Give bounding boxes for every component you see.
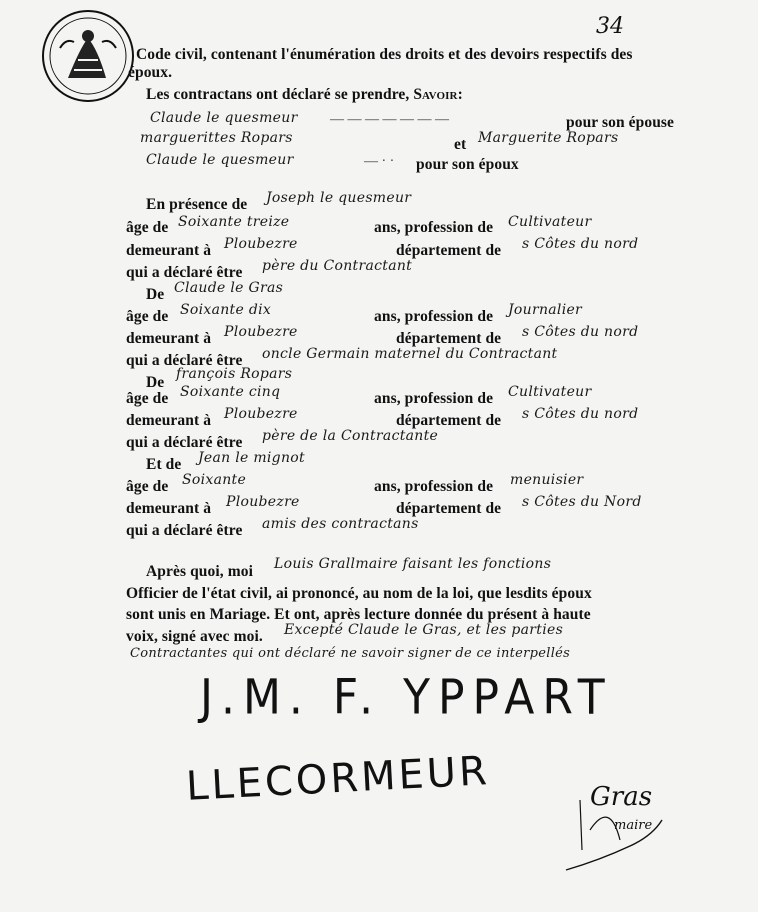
witness-4-name: Jean le mignot <box>198 450 305 466</box>
witness-3-rel-label: qui a déclaré être <box>126 434 243 451</box>
spouse-name-3: Marguerite Ropars <box>478 130 619 146</box>
signature-yppart: J.M. F. YPPART <box>200 669 613 726</box>
witness-1-dept: s Côtes du nord <box>522 236 639 252</box>
witness-3-dept-label: département de <box>396 412 502 429</box>
witness-4-age: Soixante <box>182 472 247 488</box>
witness-1-age: Soixante treize <box>178 214 290 230</box>
witness-2-name: Claude le Gras <box>174 280 284 296</box>
witness-2-age: Soixante dix <box>180 302 272 318</box>
witness-4-place: Ploubezre <box>226 494 300 510</box>
signing-note-2: Contractantes qui ont déclaré ne savoir signer de ce interpellés <box>130 646 571 661</box>
header-line-3: Les contractans ont déclaré se prendre, Savoir: <box>146 86 463 103</box>
witness-3-intro: De <box>146 374 165 391</box>
fill-dash: — · · <box>364 154 395 169</box>
label-pour-son-epoux: pour son époux <box>416 156 519 173</box>
signature-flourish-icon <box>560 790 670 880</box>
label-et: et <box>454 136 467 153</box>
spouse-name-2: marguerittes Ropars <box>140 130 293 146</box>
officer-name: Louis Grallmaire faisant les fonctions <box>274 556 552 572</box>
witness-4-dem-label: demeurant à <box>126 500 212 517</box>
witness-1-name: Joseph le quesmeur <box>266 190 412 206</box>
signature-gras: Gras <box>590 782 653 812</box>
closing-voix: voix, signé avec moi. <box>126 628 263 645</box>
closing-apres: Après quoi, moi <box>146 563 253 580</box>
stamp-seal-icon <box>40 8 136 104</box>
spouse-name-4: Claude le quesmeur <box>146 152 294 168</box>
label-pour-son-epouse: pour son épouse <box>566 114 675 131</box>
witness-2-dept-label: département de <box>396 330 502 347</box>
witness-4-profession: menuisier <box>510 472 584 488</box>
header-line-2: époux. <box>128 64 173 81</box>
witness-3-relation: père de la Contractante <box>262 428 439 444</box>
closing-officier: Officier de l'état civil, ai prononcé, au nom de la loi, que lesdits époux <box>126 585 592 602</box>
witness-3-name: françois Ropars <box>176 366 293 382</box>
witness-4-relation: amis des contractans <box>262 516 419 532</box>
witness-2-prof-label: ans, profession de <box>374 308 494 325</box>
witness-2-rel-label: qui a déclaré être <box>126 352 243 369</box>
witness-3-age-label: âge de <box>126 390 169 407</box>
signature-maire: maire <box>614 818 653 833</box>
witness-1-dem-label: demeurant à <box>126 242 212 259</box>
witness-3-age: Soixante cinq <box>180 384 281 400</box>
witness-2-relation: oncle Germain maternel du Contractant <box>262 346 558 362</box>
witness-4-rel-label: qui a déclaré être <box>126 522 243 539</box>
page-number: 34 <box>596 14 624 39</box>
fill-dash: — — — — — — — <box>330 112 449 127</box>
witness-1-rel-label: qui a déclaré être <box>126 264 243 281</box>
witness-3-profession: Cultivateur <box>508 384 592 400</box>
witness-2-dem-label: demeurant à <box>126 330 212 347</box>
witness-3-dem-label: demeurant à <box>126 412 212 429</box>
signing-note-1: Excepté Claude le Gras, et les parties <box>284 622 564 638</box>
witness-2-dept: s Côtes du nord <box>522 324 639 340</box>
witness-2-age-label: âge de <box>126 308 169 325</box>
witness-4-prof-label: ans, profession de <box>374 478 494 495</box>
witness-1-relation: père du Contractant <box>262 258 413 274</box>
witness-3-dept: s Côtes du nord <box>522 406 639 422</box>
witness-4-intro: Et de <box>146 456 182 473</box>
witness-1-profession: Cultivateur <box>508 214 592 230</box>
header-line-1: Code civil, contenant l'énumération des droits et des devoirs respectifs des <box>136 46 633 63</box>
witness-2-place: Ploubezre <box>224 324 298 340</box>
witness-3-prof-label: ans, profession de <box>374 390 494 407</box>
witness-1-place: Ploubezre <box>224 236 298 252</box>
witness-1-prof-label: ans, profession de <box>374 219 494 236</box>
closing-unis: sont unis en Mariage. Et ont, après lecture donnée du présent à haute <box>126 606 591 623</box>
witness-4-dept-label: département de <box>396 500 502 517</box>
witness-2-profession: Journalier <box>508 302 583 318</box>
witness-1-intro: En présence de <box>146 196 248 213</box>
signature-lecormeur: LLECORMEUR <box>185 748 491 810</box>
witness-1-age-label: âge de <box>126 219 169 236</box>
witness-4-dept: s Côtes du Nord <box>522 494 642 510</box>
witness-2-intro: De <box>146 286 165 303</box>
spouse-name-1: Claude le quesmeur <box>150 110 298 126</box>
witness-1-dept-label: département de <box>396 242 502 259</box>
witness-3-place: Ploubezre <box>224 406 298 422</box>
witness-4-age-label: âge de <box>126 478 169 495</box>
